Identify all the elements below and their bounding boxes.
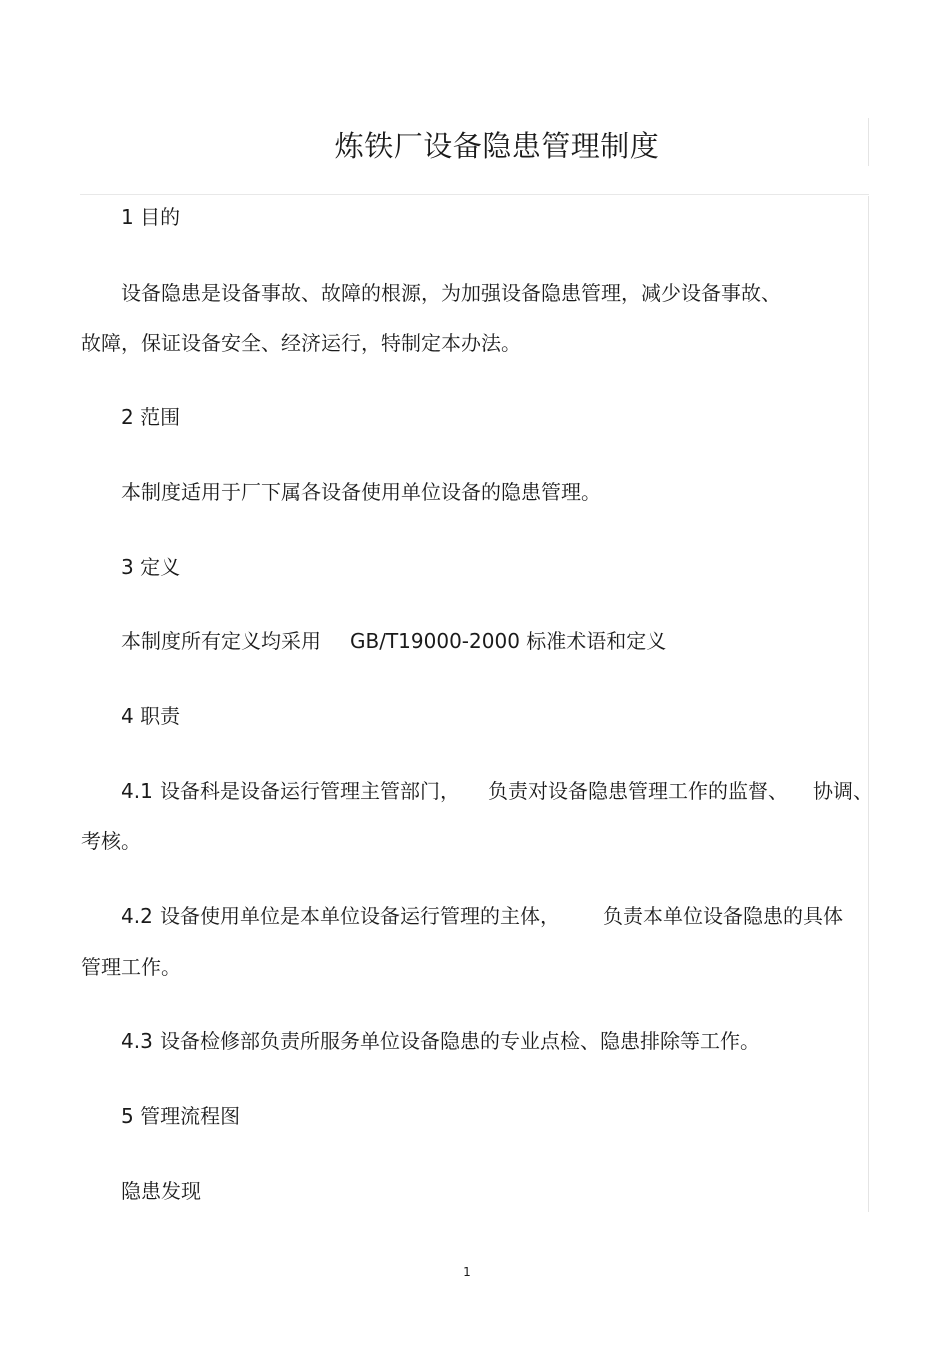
clause-number: 4.1 [121,779,153,803]
clause-number: 4.3 [121,1029,153,1053]
section-2-paragraph: 本制度适用于厂下属各设备使用单位设备的隐患管理。 [121,480,601,504]
clause-text: 负责本单位设备隐患的具体 [603,904,843,928]
section-5-heading: 5 管理流程图 [121,1104,241,1128]
section-1-heading: 1 目的 [121,205,181,229]
header-divider [80,194,869,195]
section-4-heading: 4 职责 [121,704,181,728]
clause-text: 设备使用单位是本单位设备运行管理的主体， [160,904,560,928]
section-1-paragraph-line: 设备隐患是设备事故、故障的根源，为加强设备隐患管理，减少设备事故、 [121,281,781,305]
clause-text: 考核。 [81,829,141,853]
clause-text: 设备检修部负责所服务单位设备隐患的专业点检、隐患排除等工作。 [160,1029,760,1053]
section-3-heading: 3 定义 [121,555,181,579]
margin-line [868,196,869,1212]
page-number: 1 [463,1265,471,1279]
section-3-paragraph-part: 本制度所有定义均采用 [121,629,321,653]
section-1-paragraph-line: 故障，保证设备安全、经济运行，特制定本办法。 [81,331,521,355]
clause-text: 设备科是设备运行管理主管部门， [160,779,460,803]
clause-text: 负责对设备隐患管理工作的监督、 [488,779,788,803]
section-3-paragraph-part: GB/T19000-2000 标准术语和定义 [350,629,667,653]
clause-number: 4.2 [121,904,153,928]
section-5-paragraph: 隐患发现 [121,1179,201,1203]
document-title: 炼铁厂设备隐患管理制度 [334,129,660,163]
clause-text: 协调、 [813,779,873,803]
clause-text: 管理工作。 [81,955,181,979]
section-2-heading: 2 范围 [121,405,181,429]
